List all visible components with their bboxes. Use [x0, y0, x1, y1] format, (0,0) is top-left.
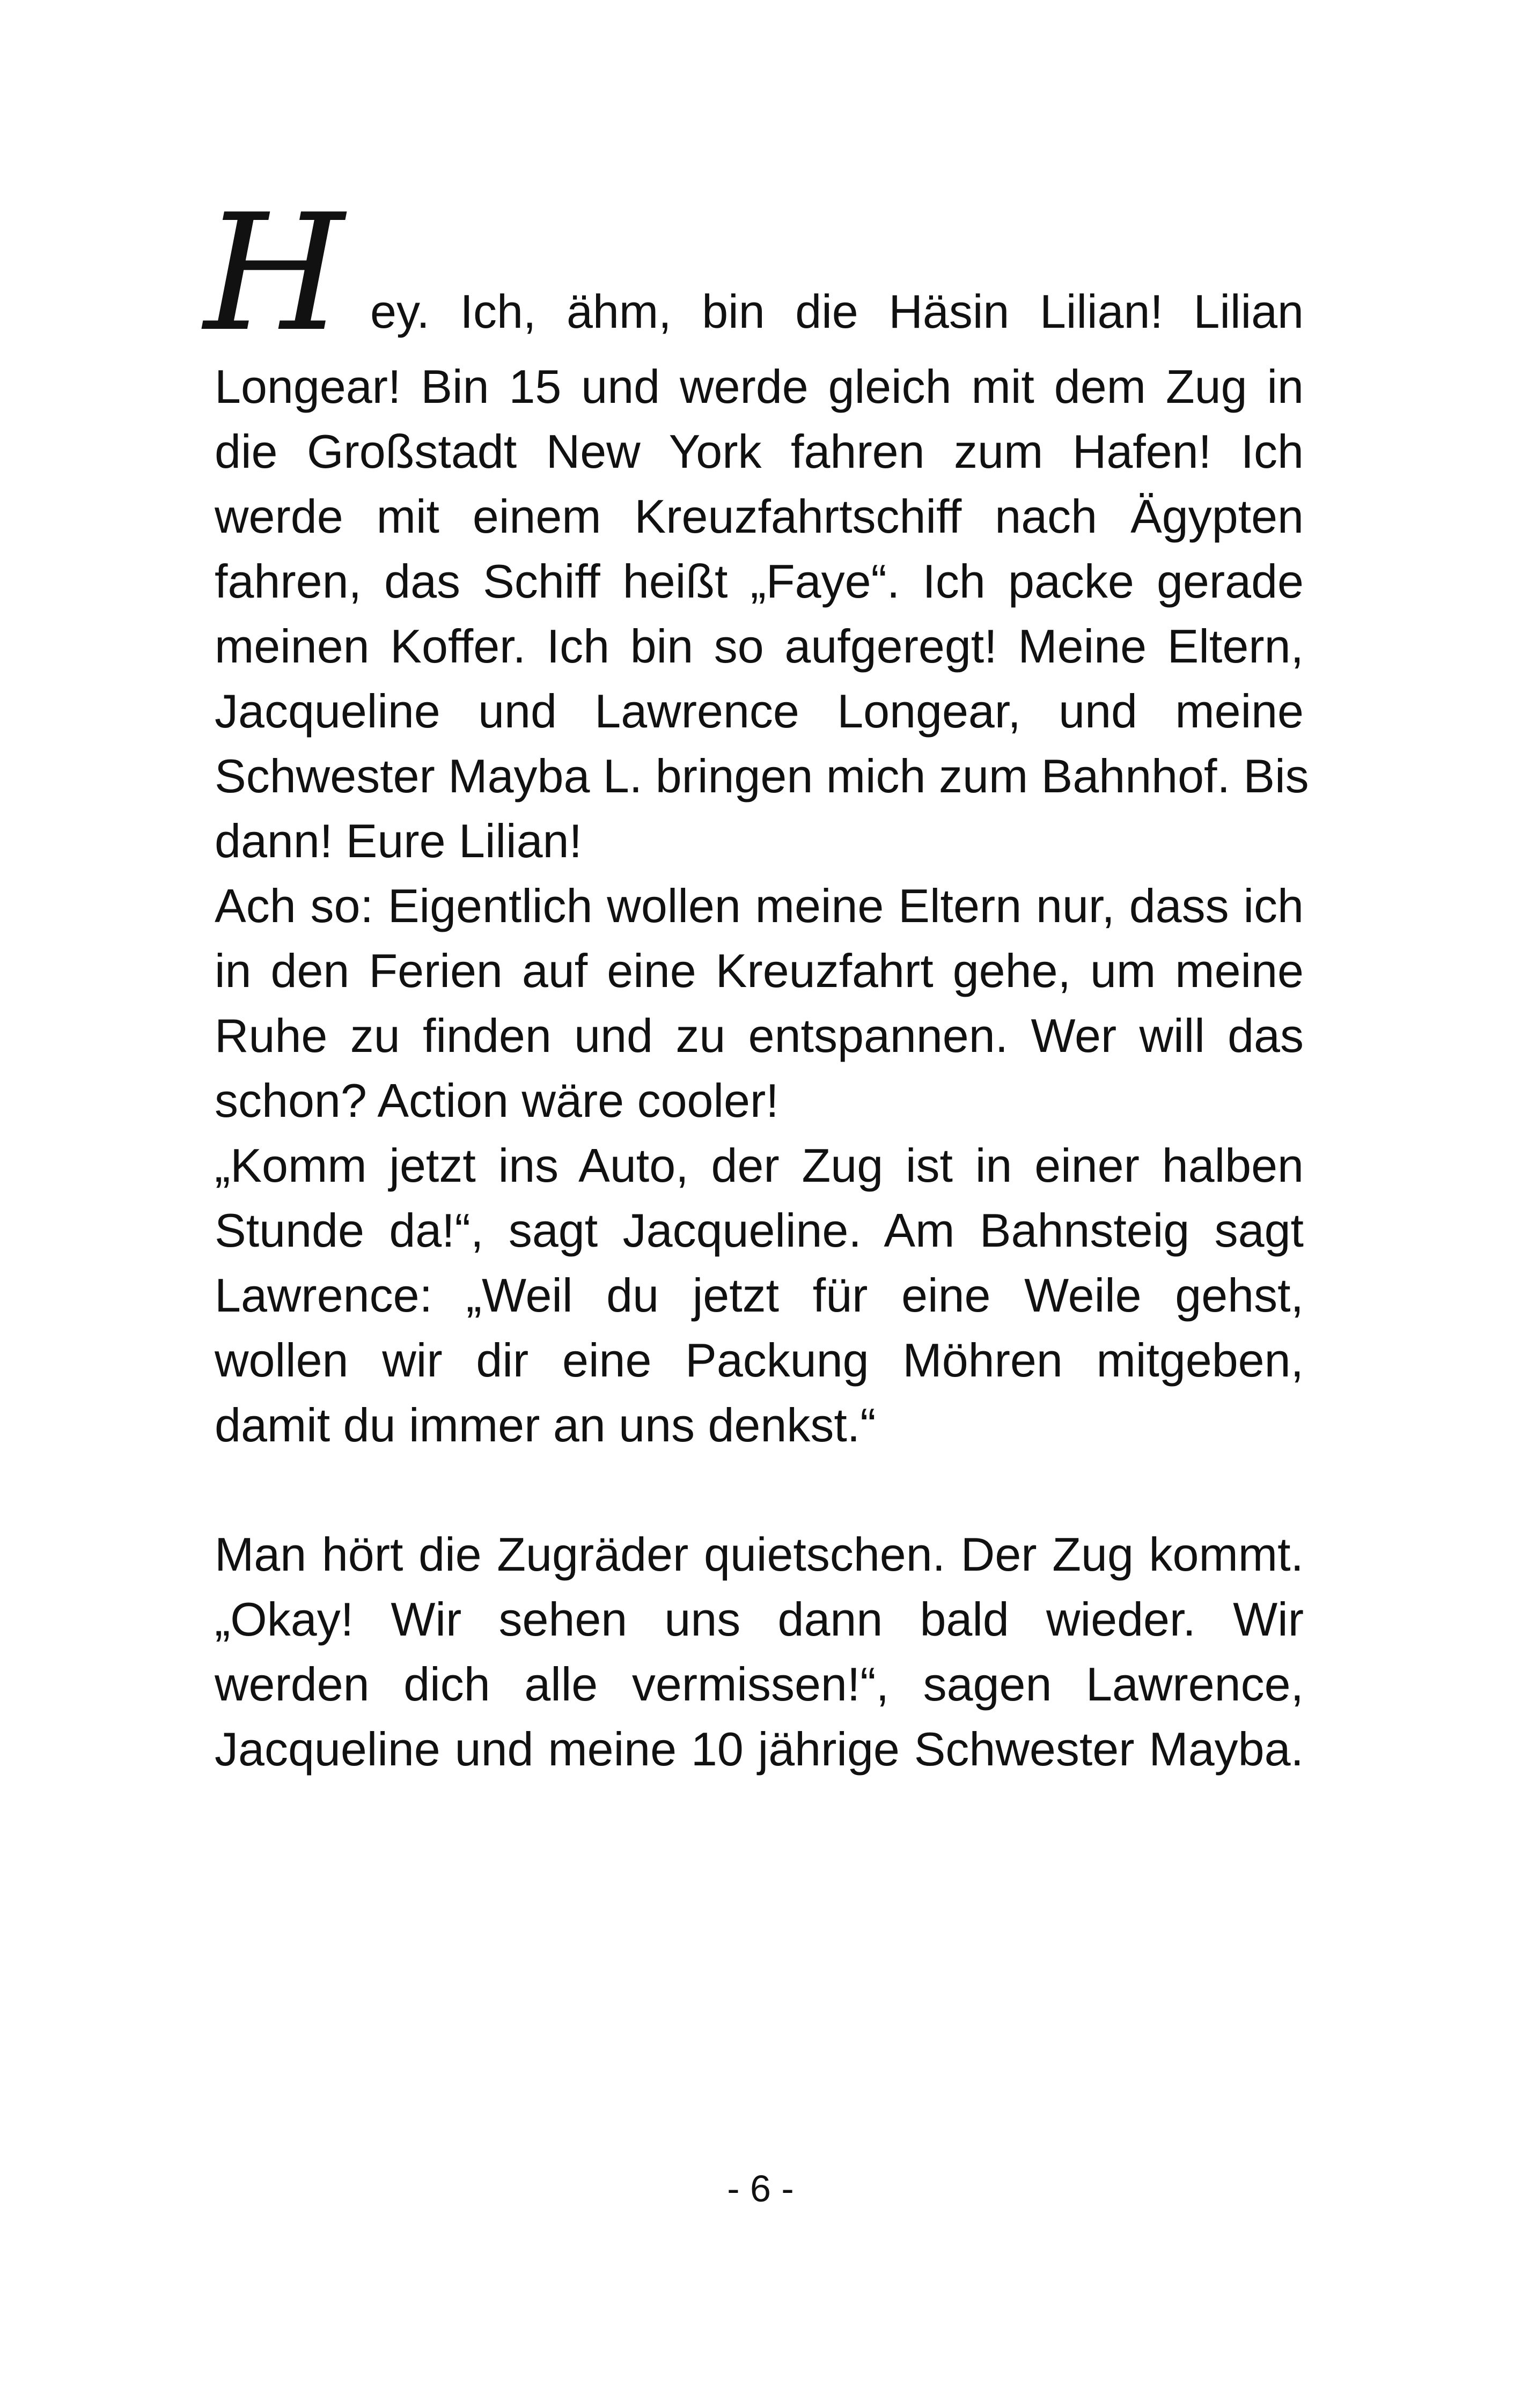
opening-line-text: ey. Ich, ähm, bin die Häsin Lilian! Lilian	[370, 285, 1304, 338]
body-text	[204, 180, 1309, 1781]
text-line: Schwester Mayba L. bringen mich zum Bahnhof. Bis	[215, 749, 1309, 802]
paragraph-parents	[215, 873, 1304, 1133]
paragraph-intro	[215, 354, 1309, 873]
text-line: Ruhe zu finden und zu entspannen. Wer will das	[215, 1009, 1304, 1062]
opening-line	[204, 180, 1304, 367]
text-line: schon? Action wäre cooler!	[215, 1074, 779, 1127]
text-line: Longear! Bin 15 und werde gleich mit dem Zug in	[215, 360, 1304, 413]
paragraph-train	[215, 1522, 1304, 1781]
drop-cap-letter: H	[204, 180, 344, 367]
text-line: „Komm jetzt ins Auto, der Zug ist in einer halben	[215, 1139, 1304, 1192]
text-line: Man hört die Zugräder quietschen. Der Zug kommt.	[215, 1528, 1304, 1581]
text-line: Stunde da!“, sagt Jacqueline. Am Bahnsteig sagt	[215, 1204, 1304, 1257]
page-number: - 6 -	[727, 2168, 794, 2210]
text-line: damit du immer an uns denkst.“	[215, 1398, 876, 1452]
text-line: „Okay! Wir sehen uns dann bald wieder. Wir	[215, 1593, 1304, 1646]
text-line: Jacqueline und meine 10 jährige Schwester Mayba.	[215, 1722, 1304, 1776]
text-line: meinen Koffer. Ich bin so aufgeregt! Meine Eltern,	[215, 620, 1304, 673]
text-line: dann! Eure Lilian!	[215, 814, 582, 867]
text-line: die Großstadt New York fahren zum Hafen! Ich	[215, 425, 1304, 478]
text-line: Jacqueline und Lawrence Longear, und meine	[215, 684, 1304, 738]
paragraph-station	[215, 1133, 1304, 1457]
text-line: in den Ferien auf eine Kreuzfahrt gehe, um meine	[215, 944, 1304, 997]
text-line: Lawrence: „Weil du jetzt für eine Weile gehst,	[215, 1269, 1304, 1322]
text-line: Ach so: Eigentlich wollen meine Eltern nur, dass ich	[215, 879, 1304, 932]
text-line: fahren, das Schiff heißt „Faye“. Ich packe gerade	[215, 555, 1304, 608]
paragraph-spacer	[215, 1457, 1304, 1522]
text-line: werden dich alle vermissen!“, sagen Lawrence,	[215, 1658, 1304, 1711]
text-line: werde mit einem Kreuzfahrtschiff nach Ägypten	[215, 490, 1304, 543]
text-line: wollen wir dir eine Packung Möhren mitgeben,	[215, 1334, 1304, 1387]
